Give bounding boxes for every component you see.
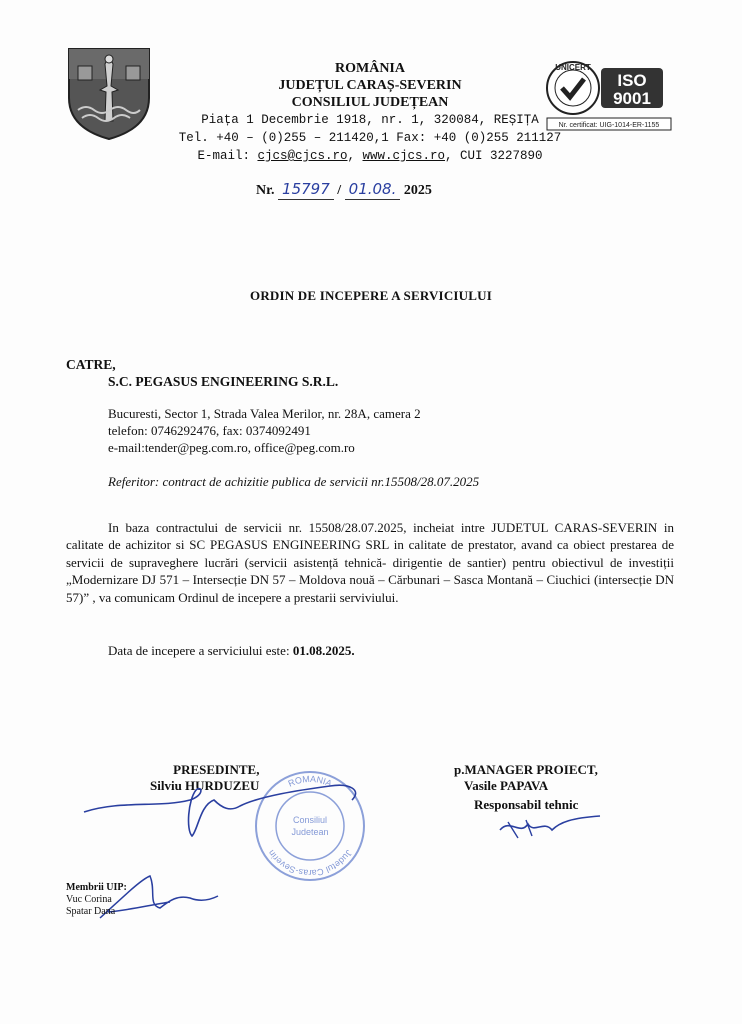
president-signature-block bbox=[150, 762, 259, 794]
stamp-bottom-text: Judetul Caras-Severin bbox=[266, 848, 355, 879]
recipient-address: Bucuresti, Sector 1, Strada Valea Merilor, nr. 28A, camera 2 bbox=[108, 406, 421, 421]
manager-signature-strokes bbox=[508, 820, 532, 838]
stamp-center-line1: Consiliul bbox=[292, 815, 328, 825]
svg-text:Judetul Caras-Severin bbox=[266, 848, 354, 878]
stamp-center-line2: Judetean bbox=[291, 827, 329, 837]
start-date-line bbox=[108, 643, 355, 659]
stamp-top-text: ROMANIA bbox=[286, 773, 334, 789]
country-name: ROMÂNIA bbox=[335, 61, 405, 76]
registration-year: 2025 bbox=[403, 183, 432, 198]
recipient-label: CATRE, bbox=[66, 357, 116, 372]
contract-reference: Referitor: contract de achizitie publica de servicii nr.15508/28.07.2025 bbox=[108, 474, 480, 489]
institution-address: Piața 1 Decembrie 1918, nr. 1, 320084, REȘIȚA bbox=[201, 113, 539, 127]
institution-contact bbox=[160, 147, 580, 165]
manager-name: Vasile PAPAVA bbox=[464, 778, 549, 793]
uip-members bbox=[66, 882, 127, 918]
county-name: JUDEȚUL CARAȘ-SEVERIN bbox=[278, 78, 462, 93]
council-name: CONSILIUL JUDEȚEAN bbox=[291, 95, 449, 110]
member-2: Spatar Dana bbox=[66, 906, 116, 917]
manager-role: p.MANAGER PROIECT, bbox=[454, 762, 598, 777]
document-title: ORDIN DE INCEPERE A SERVICIULUI bbox=[250, 288, 492, 303]
email-link[interactable]: cjcs@cjcs.ro bbox=[257, 149, 348, 163]
recipient-email: e-mail:tender@peg.com.ro, office@peg.com.ro bbox=[108, 440, 355, 455]
certificate-number: Nr. certificat: UIG-1014-ER-1155 bbox=[558, 122, 660, 129]
recipient-phone: telefon: 0746292476, fax: 0374092491 bbox=[108, 423, 311, 438]
manager-signature bbox=[500, 816, 600, 830]
president-role: PRESEDINTE, bbox=[173, 762, 260, 777]
handwritten-registration-number: 15797 bbox=[282, 180, 330, 198]
unicert-label: UNICERT bbox=[555, 63, 591, 72]
county-coat-of-arms bbox=[66, 46, 152, 142]
institution-header bbox=[160, 60, 580, 165]
registration-number bbox=[256, 180, 432, 200]
cui-code: , CUI 3227890 bbox=[445, 149, 543, 163]
start-date-value: 01.08.2025. bbox=[292, 643, 355, 658]
start-date-label: Data de incepere a serviciului este: bbox=[108, 643, 293, 658]
manager-signature-block bbox=[454, 762, 598, 813]
nr-slash: / bbox=[337, 183, 342, 198]
iso-number: 9001 bbox=[613, 89, 651, 108]
recipient-details bbox=[108, 405, 421, 456]
svg-text:ROMANIA bbox=[287, 774, 334, 789]
nr-label: Nr. bbox=[256, 183, 275, 198]
website-link[interactable]: www.cjcs.ro bbox=[362, 149, 446, 163]
members-title: Membrii UIP: bbox=[66, 882, 127, 893]
member-1: Vuc Corina bbox=[66, 894, 112, 905]
recipient-company: S.C. PEGASUS ENGINEERING S.R.L. bbox=[108, 374, 339, 389]
iso-certification-logo bbox=[543, 58, 673, 132]
manager-title: Responsabil tehnic bbox=[474, 797, 579, 812]
email-prefix: E-mail: bbox=[197, 149, 258, 163]
body-paragraph: In baza contractului de servicii nr. 15508/28.07.2025, incheiat intre JUDETUL CARAS-SEVERIN in calitate de achizitor si SC PEGASUS ENGINEERING SRL in calitate de prestator, avand ca obiect prestarea de servicii de supraveghere lucrări (servicii asistență tehnică- dirigentie de santier) pentru obiectivul de investiții „Modernizare DJ 571 – Intersecție DN 57 – Moldova nouă – Cărbunari – Sasca Montană – Ciuchici (intersecție DN 57)” , va comunicam Ordinul de incepere a prestarii serviviului. bbox=[66, 520, 674, 605]
contact-separator: , bbox=[347, 149, 363, 163]
iso-label: ISO bbox=[617, 71, 647, 90]
president-name: Silviu HURDUZEU bbox=[150, 778, 260, 793]
handwritten-registration-date: 01.08. bbox=[348, 180, 397, 198]
institution-phone-fax: Tel. +40 – (0)255 – 211420,1 Fax: +40 (0)255 211127 bbox=[178, 131, 562, 145]
official-stamp bbox=[252, 768, 368, 884]
